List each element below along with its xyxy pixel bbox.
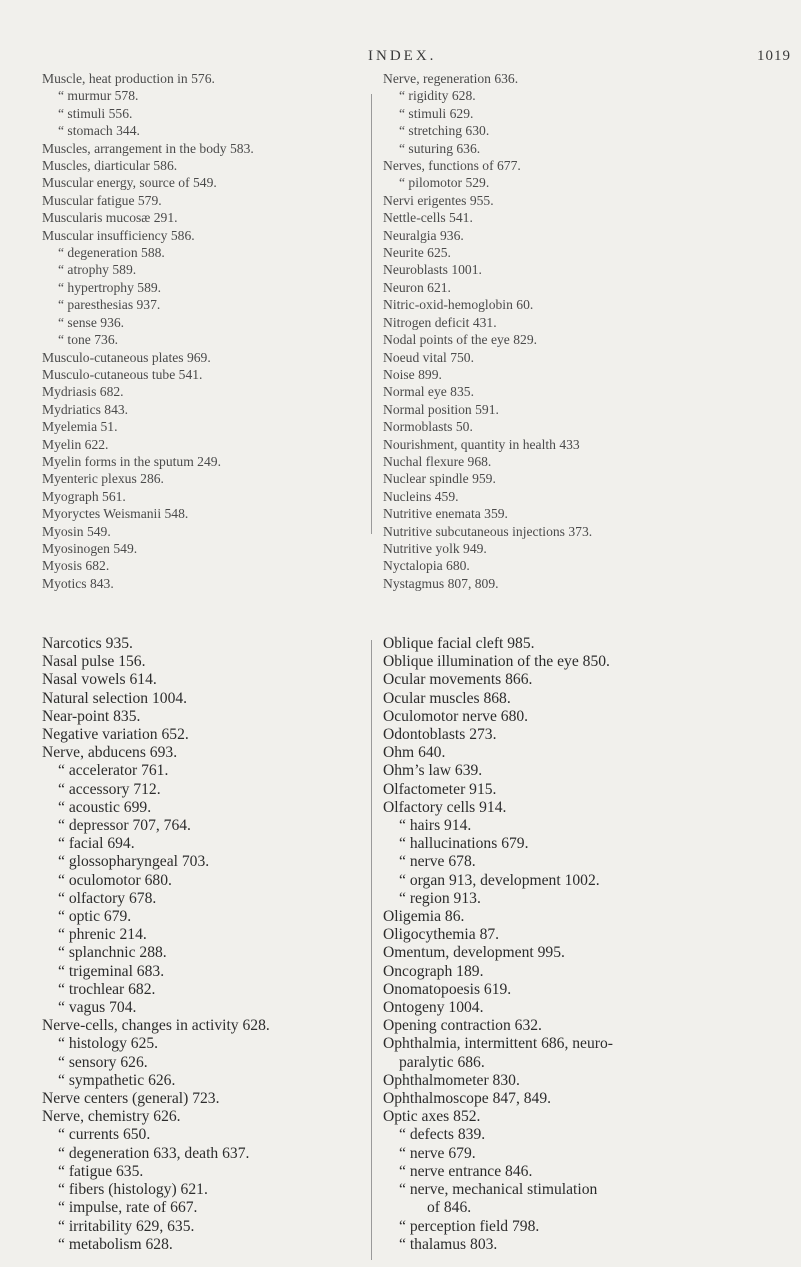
index-entry: Mydriatics 843. xyxy=(42,401,129,417)
index-subentry: “ nerve 679. xyxy=(399,1144,476,1162)
index-entry: Omentum, development 995. xyxy=(383,944,565,962)
index-subentry: “ currents 650. xyxy=(58,1126,151,1144)
index-entry: Nerves, functions of 677. xyxy=(383,158,521,174)
index-entry: Onomatopoesis 619. xyxy=(383,980,512,998)
index-subentry: “ stretching 630. xyxy=(399,123,490,139)
index-subentry: “ fibers (histology) 621. xyxy=(58,1181,208,1199)
index-entry: Nyctalopia 680. xyxy=(383,558,470,574)
index-subentry: “ irritability 629, 635. xyxy=(58,1217,195,1235)
index-entry: Nutritive yolk 949. xyxy=(383,540,487,556)
index-entry: Myograph 561. xyxy=(42,488,126,504)
index-entry: Nutritive subcutaneous injections 373. xyxy=(383,523,593,539)
index-entry: Myosin 549. xyxy=(42,523,111,539)
index-entry: Ocular movements 866. xyxy=(383,671,533,689)
index-entry: Myelin forms in the sputum 249. xyxy=(42,453,221,469)
index-subentry: “ histology 625. xyxy=(58,1035,159,1053)
index-entry: Ohm 640. xyxy=(383,744,446,762)
index-subentry: “ trochlear 682. xyxy=(58,980,156,998)
index-subentry: “ oculomotor 680. xyxy=(58,871,172,889)
index-entry: Near-point 835. xyxy=(42,707,141,725)
index-entry: Myoryctes Weismanii 548. xyxy=(42,506,189,522)
index-entry: Oligemia 86. xyxy=(383,908,465,926)
index-entry: Muscular fatigue 579. xyxy=(42,192,162,208)
index-entry: Noeud vital 750. xyxy=(383,349,474,365)
index-subentry: “ vagus 704. xyxy=(58,999,137,1017)
index-column-bottom-right xyxy=(383,635,613,1254)
index-entry: Oncograph 189. xyxy=(383,962,484,980)
index-entry: Myotics 843. xyxy=(42,575,114,591)
index-subentry: “ murmur 578. xyxy=(58,88,139,104)
index-entry: Musculo-cutaneous tube 541. xyxy=(42,366,203,382)
index-entry: Nettle-cells 541. xyxy=(383,210,473,226)
index-entry: Nerve centers (general) 723. xyxy=(42,1090,220,1108)
index-entry: Nuchal flexure 968. xyxy=(383,453,492,469)
index-subentry: “ olfactory 678. xyxy=(58,889,157,907)
index-subentry: “ tone 736. xyxy=(58,332,119,348)
index-entry: Nuclear spindle 959. xyxy=(383,471,496,487)
index-subentry: “ phrenic 214. xyxy=(58,926,147,944)
index-entry: Oblique facial cleft 985. xyxy=(383,635,535,652)
index-subentry: “ accessory 712. xyxy=(58,780,161,798)
index-subentry: “ stimuli 556. xyxy=(58,105,133,121)
index-entry: Muscles, diarticular 586. xyxy=(42,158,178,174)
index-entry: Ontogeny 1004. xyxy=(383,999,484,1017)
index-entry: Nerve-cells, changes in activity 628. xyxy=(42,1017,270,1035)
index-subentry: “ depressor 707, 764. xyxy=(58,817,191,835)
index-entry: Musculo-cutaneous plates 969. xyxy=(42,349,211,365)
index-subentry: “ stimuli 629. xyxy=(399,105,474,121)
index-subentry: “ splanchnic 288. xyxy=(58,944,167,962)
index-subentry: “ nerve 678. xyxy=(399,853,476,871)
index-entry: Ohm’s law 639. xyxy=(383,762,483,780)
index-subentry: “ paresthesias 937. xyxy=(58,297,161,313)
index-entry: Nodal points of the eye 829. xyxy=(383,332,538,348)
index-subentry: “ region 913. xyxy=(399,889,481,907)
index-subentry: of 846. xyxy=(427,1199,472,1217)
page-number: 1019 xyxy=(757,48,791,64)
index-entry: Noise 899. xyxy=(383,366,442,382)
index-entry: Nasal pulse 156. xyxy=(42,653,146,671)
index-subentry: “ degeneration 588. xyxy=(58,245,165,261)
index-entry: Muscular insufficiency 586. xyxy=(42,227,195,243)
index-entry: Ocular muscles 868. xyxy=(383,689,511,707)
index-entry: Normoblasts 50. xyxy=(383,419,473,435)
index-subentry: “ accelerator 761. xyxy=(58,762,169,780)
index-entry: Ophthalmia, intermittent 686, neuro- xyxy=(383,1035,613,1053)
index-column-bottom-left xyxy=(42,635,270,1254)
index-subentry: “ sensory 626. xyxy=(58,1053,148,1071)
index-entry: Neurite 625. xyxy=(383,245,451,261)
index-entry: Normal eye 835. xyxy=(383,384,474,400)
index-subentry: “ degeneration 633, death 637. xyxy=(58,1144,250,1162)
index-entry: Odontoblasts 273. xyxy=(383,726,497,744)
index-entry: Neuroblasts 1001. xyxy=(383,262,482,278)
index-entry: Nitrogen deficit 431. xyxy=(383,314,497,330)
index-subentry: “ sympathetic 626. xyxy=(58,1071,176,1089)
index-entry: Nutritive enemata 359. xyxy=(383,506,508,522)
index-entry: Myenteric plexus 286. xyxy=(42,471,164,487)
index-entry: Neuralgia 936. xyxy=(383,227,464,243)
index-entry: Olfactometer 915. xyxy=(383,780,497,798)
index-entry: Negative variation 652. xyxy=(42,726,189,744)
index-entry: Ophthalmometer 830. xyxy=(383,1071,520,1089)
index-subentry: “ rigidity 628. xyxy=(399,88,476,104)
index-entry: Optic axes 852. xyxy=(383,1108,481,1126)
index-subentry: “ stomach 344. xyxy=(58,123,140,139)
index-entry: Olfactory cells 914. xyxy=(383,798,507,816)
index-entry: Nerve, abducens 693. xyxy=(42,744,178,762)
index-column-top-left xyxy=(42,70,254,592)
index-subentry: “ nerve entrance 846. xyxy=(399,1162,533,1180)
index-subentry: “ atrophy 589. xyxy=(58,262,137,278)
index-subentry: “ optic 679. xyxy=(58,908,132,926)
index-subentry: “ facial 694. xyxy=(58,835,135,853)
index-subentry: “ hypertrophy 589. xyxy=(58,279,162,295)
index-subentry: “ glossopharyngeal 703. xyxy=(58,853,210,871)
index-entry: Narcotics 935. xyxy=(42,635,133,652)
index-entry: Nervi erigentes 955. xyxy=(383,192,494,208)
index-subentry: “ hallucinations 679. xyxy=(399,835,529,853)
index-subentry: paralytic 686. xyxy=(399,1053,485,1071)
index-subentry: “ perception field 798. xyxy=(399,1217,540,1235)
index-entry: Normal position 591. xyxy=(383,401,499,417)
page-title: INDEX. xyxy=(368,48,437,64)
index-entry: Myelemia 51. xyxy=(42,419,118,435)
index-subentry: “ fatigue 635. xyxy=(58,1162,144,1180)
index-subentry: “ suturing 636. xyxy=(399,140,481,156)
index-entry: Muscular energy, source of 549. xyxy=(42,175,217,191)
index-subentry: “ acoustic 699. xyxy=(58,798,152,816)
index-subentry: “ hairs 914. xyxy=(399,817,472,835)
index-entry: Nucleins 459. xyxy=(383,488,459,504)
index-entry: Nourishment, quantity in health 433 xyxy=(383,436,580,452)
index-entry: Nasal vowels 614. xyxy=(42,671,157,689)
index-entry: Mydriasis 682. xyxy=(42,384,124,400)
index-subentry: “ impulse, rate of 667. xyxy=(58,1199,198,1217)
column-divider-bottom xyxy=(371,640,372,1260)
index-entry: Myelin 622. xyxy=(42,436,109,452)
page-header xyxy=(0,48,801,72)
index-entry: Nerve, chemistry 626. xyxy=(42,1108,181,1126)
index-entry: Muscle, heat production in 576. xyxy=(42,71,215,86)
column-divider-top xyxy=(371,94,372,534)
index-entry: Oculomotor nerve 680. xyxy=(383,707,529,725)
index-entry: Muscles, arrangement in the body 583. xyxy=(42,140,254,156)
index-entry: Ophthalmoscope 847, 849. xyxy=(383,1090,552,1108)
index-entry: Neuron 621. xyxy=(383,279,451,295)
index-entry: Oblique illumination of the eye 850. xyxy=(383,653,610,671)
index-entry: Myosis 682. xyxy=(42,558,110,574)
index-column-top-right xyxy=(383,70,592,592)
index-subentry: “ sense 936. xyxy=(58,314,125,330)
index-subentry: “ thalamus 803. xyxy=(399,1235,498,1253)
index-entry: Natural selection 1004. xyxy=(42,689,188,707)
index-entry: Oligocythemia 87. xyxy=(383,926,500,944)
index-entry: Nitric-oxid-hemoglobin 60. xyxy=(383,297,534,313)
index-entry: Myosinogen 549. xyxy=(42,540,138,556)
index-subentry: “ defects 839. xyxy=(399,1126,486,1144)
index-subentry: “ metabolism 628. xyxy=(58,1235,173,1253)
index-subentry: “ trigeminal 683. xyxy=(58,962,165,980)
index-entry: Nerve, regeneration 636. xyxy=(383,71,519,86)
index-subentry: “ nerve, mechanical stimulation xyxy=(399,1181,598,1199)
index-entry: Nystagmus 807, 809. xyxy=(383,575,499,591)
index-subentry: “ organ 913, development 1002. xyxy=(399,871,600,889)
index-subentry: “ pilomotor 529. xyxy=(399,175,490,191)
index-entry: Opening contraction 632. xyxy=(383,1017,542,1035)
index-entry: Muscularis mucosæ 291. xyxy=(42,210,178,226)
